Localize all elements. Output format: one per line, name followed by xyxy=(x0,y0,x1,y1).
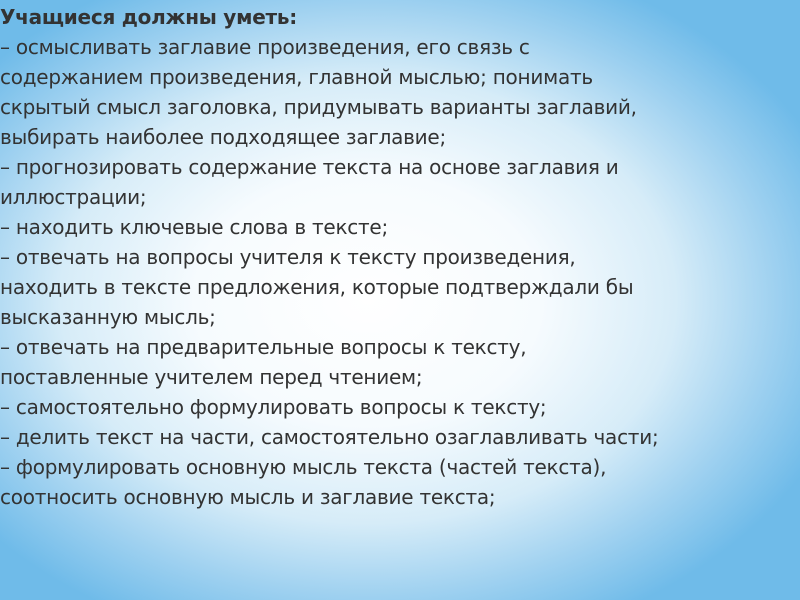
text-line: – формулировать основную мысль текста (частей текста), xyxy=(0,455,607,479)
text-line: – отвечать на предварительные вопросы к тексту, xyxy=(0,335,527,359)
text-line: – прогнозировать содержание текста на основе заглавия и xyxy=(0,155,619,179)
slide-title: Учащиеся должны уметь: xyxy=(0,5,297,29)
text-line: – осмысливать заглавие произведения, его связь с xyxy=(0,35,530,59)
text-line: поставленные учителем перед чтением; xyxy=(0,365,423,389)
text-line: находить в тексте предложения, которые подтверждали бы xyxy=(0,275,634,299)
text-line: – находить ключевые слова в тексте; xyxy=(0,215,388,239)
slide-text-block xyxy=(0,2,798,512)
text-line: иллюстрации; xyxy=(0,185,147,209)
text-line: скрытый смысл заголовка, придумывать варианты заглавий, xyxy=(0,95,637,119)
text-line: выбирать наиболее подходящее заглавие; xyxy=(0,125,446,149)
text-line: – самостоятельно формулировать вопросы к тексту; xyxy=(0,395,547,419)
text-line: соотносить основную мысль и заглавие текста; xyxy=(0,485,496,509)
text-line: содержанием произведения, главной мыслью; понимать xyxy=(0,65,593,89)
text-line: высказанную мысль; xyxy=(0,305,216,329)
text-line: – отвечать на вопросы учителя к тексту произведения, xyxy=(0,245,576,269)
text-line: – делить текст на части, самостоятельно озаглавливать части; xyxy=(0,425,659,449)
